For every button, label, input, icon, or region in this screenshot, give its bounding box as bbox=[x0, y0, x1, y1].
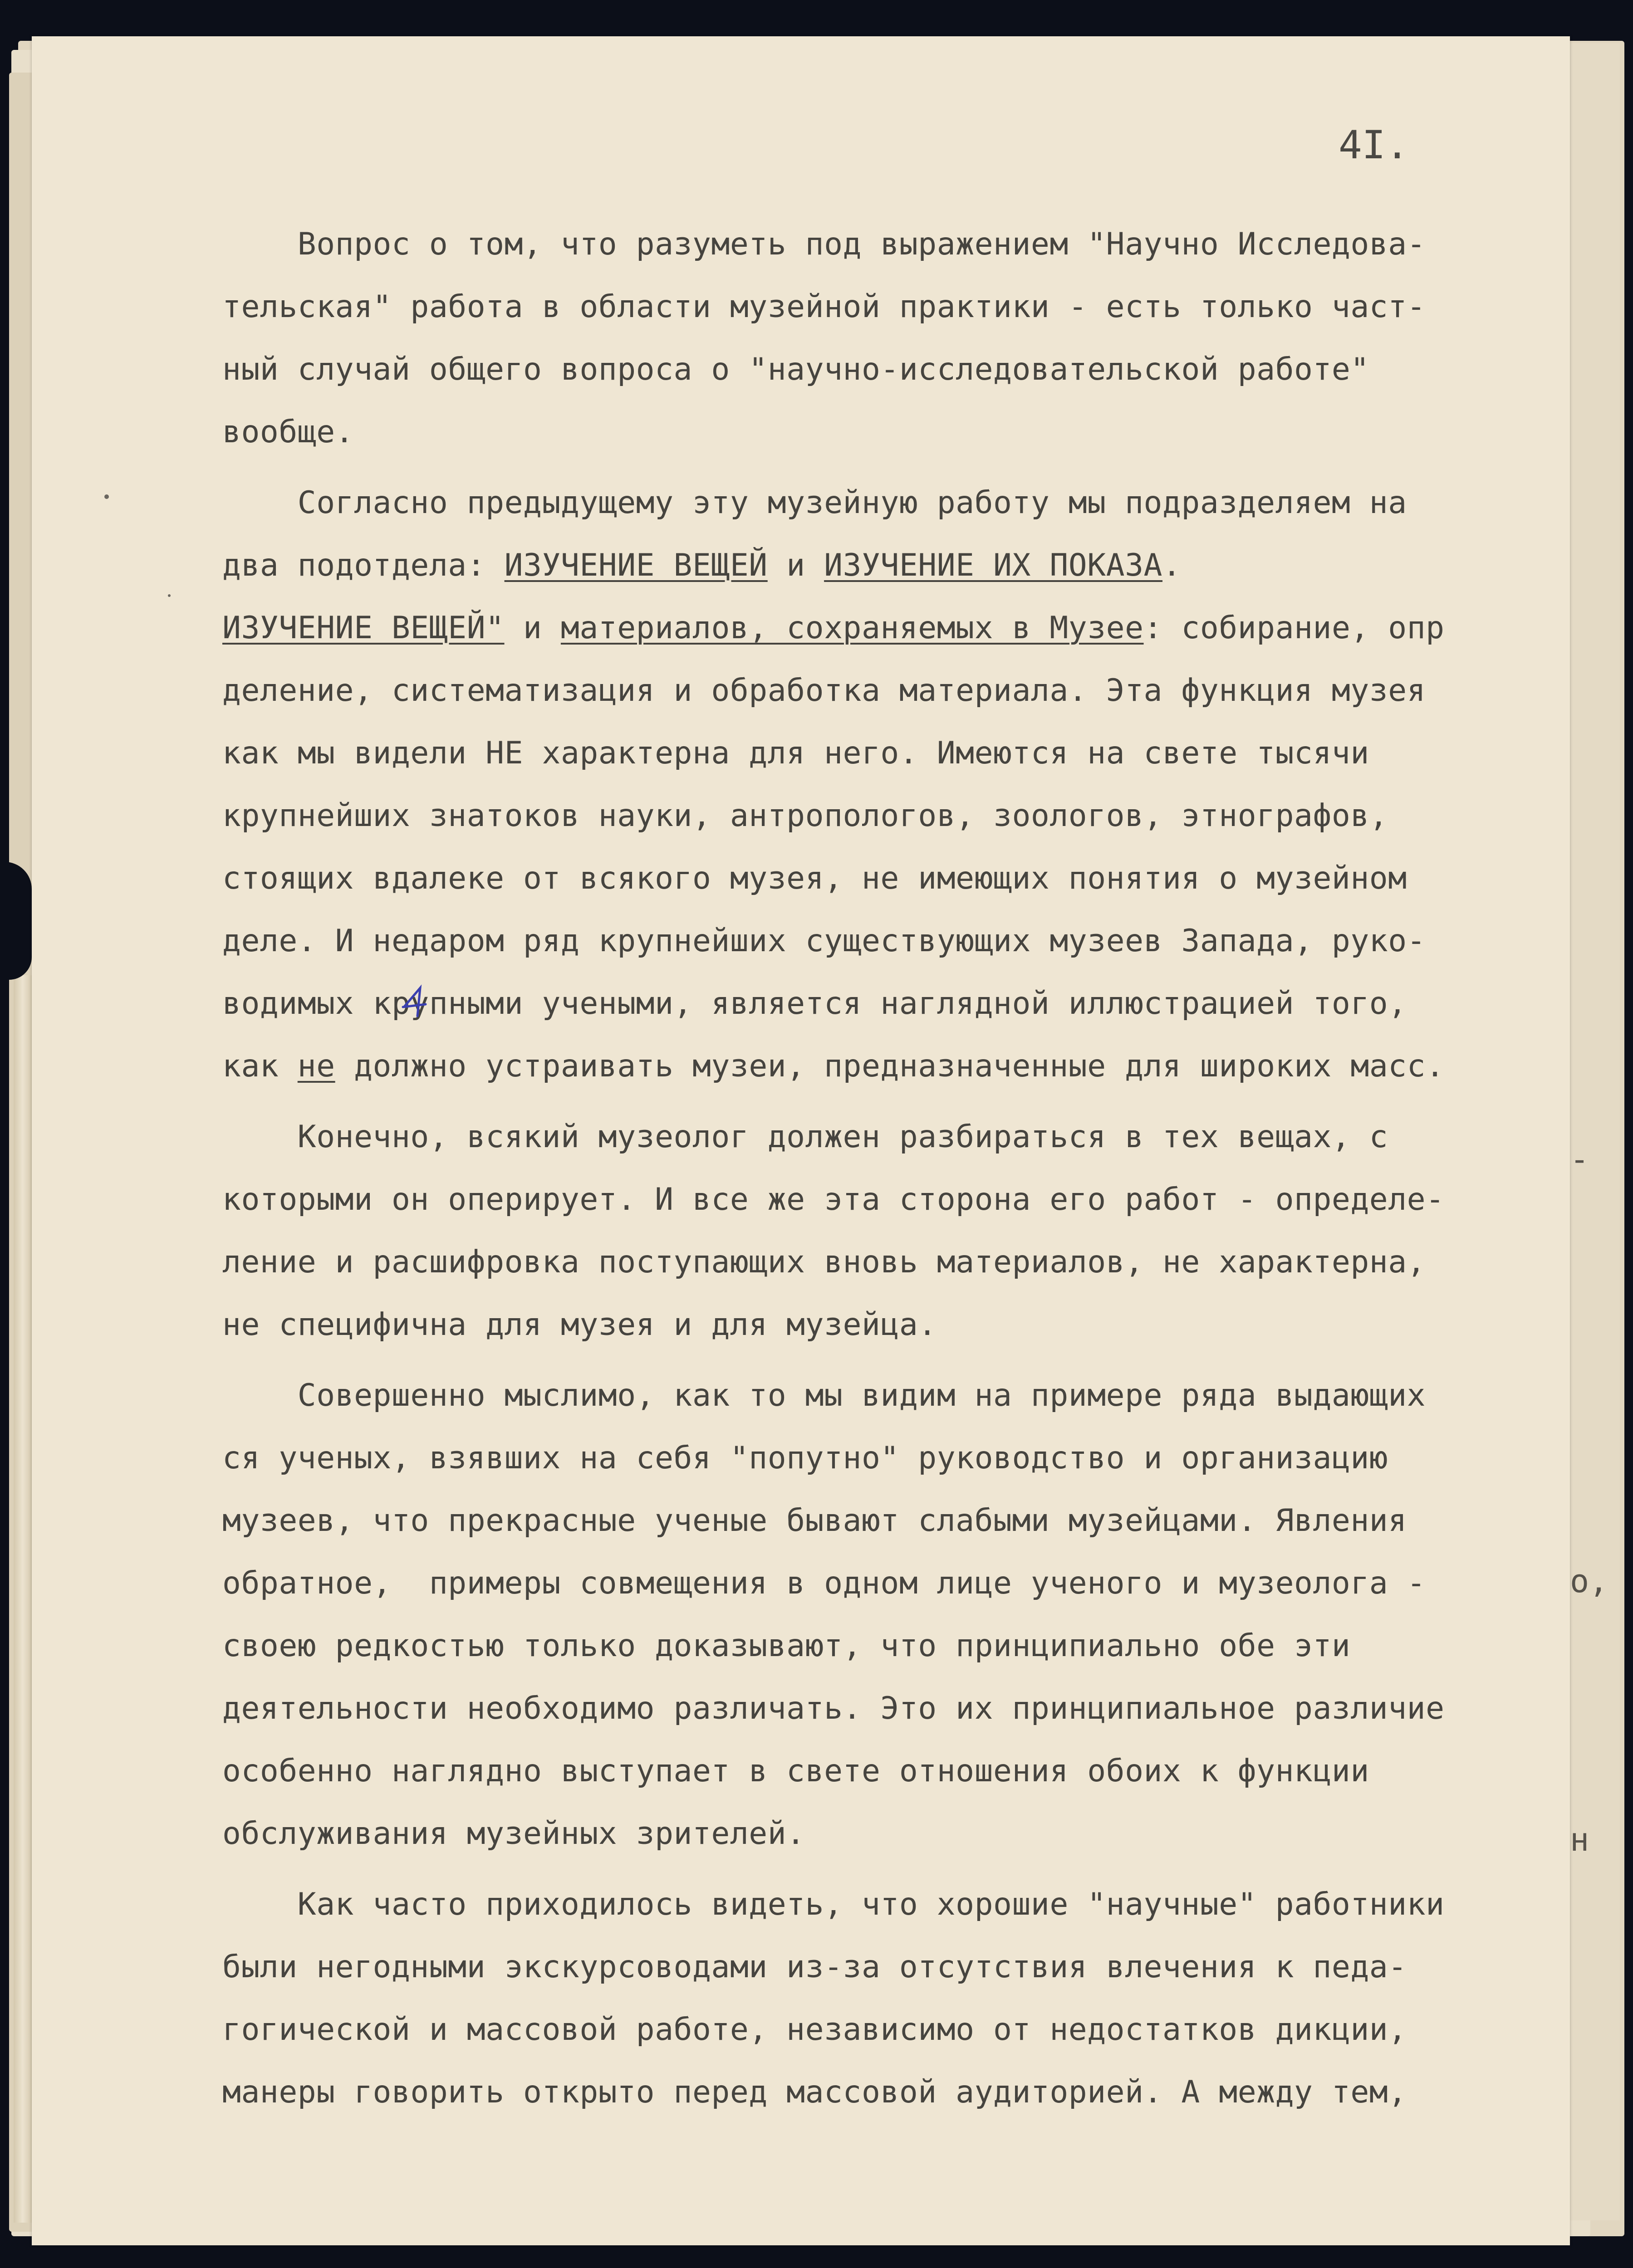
text-line bbox=[222, 1294, 1547, 1356]
text-line bbox=[222, 722, 1547, 785]
text-line bbox=[222, 1168, 1547, 1231]
text-segment: : собирание, опр bbox=[1143, 610, 1445, 646]
text-segment: и bbox=[767, 547, 824, 583]
underlined-text: ИЗУЧЕНИЕ ВЕЩЕЙ bbox=[504, 547, 768, 583]
paragraph bbox=[222, 1106, 1547, 1356]
text-line bbox=[222, 1364, 1547, 1427]
text-segment: Согласно предыдущему эту музейную работу мы подразделяем на bbox=[222, 485, 1407, 521]
text-segment: и bbox=[504, 610, 561, 646]
text-line bbox=[222, 785, 1547, 847]
text-segment: тельская" работа в области музейной практики - есть только част- bbox=[222, 289, 1426, 325]
text-segment: как мы видели НЕ характерна для него. Имеются на свете тысячи bbox=[222, 735, 1369, 771]
text-line bbox=[222, 1740, 1547, 1803]
text-segment: деятельности необходимо различать. Это их принципиальное различие bbox=[222, 1691, 1445, 1726]
ink-speck bbox=[168, 594, 171, 597]
text-segment: ление и расшифровка поступающих вновь материалов, не характерна, bbox=[222, 1244, 1426, 1280]
paragraph-gap bbox=[222, 464, 1547, 472]
text-segment: гогической и массовой работе, независимо от недостатков дикции, bbox=[222, 2012, 1407, 2048]
next-sheet-edge bbox=[1570, 43, 1620, 2220]
text-line bbox=[222, 213, 1547, 276]
text-segment: своею редкостью только доказывают, что принципиально обе эти bbox=[222, 1628, 1351, 1664]
paragraph-gap bbox=[222, 1356, 1547, 1364]
text-line bbox=[222, 1936, 1547, 1999]
text-segment: деле. И недаром ряд крупнейших существующих музеев Запада, руко- bbox=[222, 923, 1426, 959]
margin-fragment: - bbox=[1570, 1141, 1589, 1178]
text-segment: музеев, что прекрасные ученые бывают слабыми музейцами. Явления bbox=[222, 1503, 1407, 1539]
text-segment: обслуживания музейных зрителей. bbox=[222, 1816, 805, 1852]
ink-speck bbox=[104, 494, 109, 499]
body-text bbox=[222, 213, 1547, 2124]
text-segment: должно устраивать музеи, предназначенные для широких масс. bbox=[335, 1048, 1445, 1084]
text-line bbox=[222, 1615, 1547, 1677]
text-line bbox=[222, 276, 1547, 338]
margin-fragment: н bbox=[1570, 1821, 1589, 1858]
text-segment: крупнейших знатоков науки, антропологов, зоологов, этнографов, bbox=[222, 798, 1388, 834]
text-line bbox=[222, 1999, 1547, 2061]
text-segment: Как часто приходилось видеть, что хорошие "научные" работники bbox=[222, 1887, 1445, 1922]
paragraph bbox=[222, 1873, 1547, 2124]
underlined-text: ИЗУЧЕНИЕ ВЕЩЕЙ" bbox=[222, 610, 505, 646]
text-segment: водимых крупными учеными, является наглядной иллюстрацией того, bbox=[222, 986, 1407, 1022]
text-segment: ный случай общего вопроса о "научно-исследовательской работе" bbox=[222, 352, 1369, 387]
text-line bbox=[222, 401, 1547, 464]
text-segment: особенно наглядно выступает в свете отношения обоих к функции bbox=[222, 1753, 1369, 1789]
paragraph-gap bbox=[222, 1098, 1547, 1106]
text-line bbox=[222, 1035, 1547, 1098]
text-line bbox=[222, 660, 1547, 722]
text-segment: Совершенно мыслимо, как то мы видим на примере ряда выдающих bbox=[222, 1378, 1426, 1413]
text-segment: манеры говорить открыто перед массовой аудиторией. А между тем, bbox=[222, 2074, 1407, 2110]
paragraph bbox=[222, 1364, 1547, 1865]
margin-fragment: о, bbox=[1570, 1563, 1608, 1600]
text-segment: Конечно, всякий музеолог должен разбираться в тех вещах, с bbox=[222, 1119, 1388, 1155]
underlined-text: материалов, сохраняемых в Музее bbox=[560, 610, 1144, 646]
text-segment: два подотдела: bbox=[222, 547, 505, 583]
text-segment: . bbox=[1162, 547, 1182, 583]
text-segment: ся ученых, взявших на себя "попутно" руководство и организацию bbox=[222, 1440, 1388, 1476]
text-segment: как bbox=[222, 1048, 298, 1084]
text-line bbox=[222, 1552, 1547, 1615]
text-segment: были негодными экскурсоводами из-за отсутствия влечения к педа- bbox=[222, 1949, 1407, 1985]
text-segment: стоящих вдалеке от всякого музея, не имеющих понятия о музейном bbox=[222, 860, 1407, 896]
page-number: 4I. bbox=[1339, 122, 1409, 168]
text-line bbox=[222, 1231, 1547, 1294]
text-line bbox=[222, 1427, 1547, 1490]
text-segment: вообще. bbox=[222, 414, 354, 450]
text-line bbox=[222, 1490, 1547, 1552]
text-line bbox=[222, 338, 1547, 401]
handwritten-pen-mark bbox=[399, 984, 431, 1021]
text-segment: Вопрос о том, что разуметь под выражением "Научно Исследова- bbox=[222, 226, 1426, 262]
text-line bbox=[222, 2061, 1547, 2124]
text-segment: не специфична для музея и для музейца. bbox=[222, 1307, 937, 1343]
text-line bbox=[222, 847, 1547, 910]
text-line bbox=[222, 597, 1547, 660]
text-line bbox=[222, 1106, 1547, 1168]
text-line bbox=[222, 1873, 1547, 1936]
text-segment: обратное, примеры совмещения в одном лице ученого и музеолога - bbox=[222, 1565, 1426, 1601]
text-line bbox=[222, 1677, 1547, 1740]
torn-edge bbox=[0, 862, 32, 980]
text-segment: которыми он оперирует. И все же эта сторона его работ - определе- bbox=[222, 1182, 1445, 1217]
text-line bbox=[222, 534, 1547, 597]
text-line bbox=[222, 1803, 1547, 1865]
text-segment: деление, систематизация и обработка материала. Эта функция музея bbox=[222, 673, 1426, 709]
text-line bbox=[222, 910, 1547, 973]
paragraph bbox=[222, 213, 1547, 464]
paragraph-gap bbox=[222, 1865, 1547, 1873]
underlined-text: ИЗУЧЕНИЕ ИХ ПОКАЗА bbox=[824, 547, 1162, 583]
underlined-text: не bbox=[297, 1048, 335, 1084]
text-line bbox=[222, 472, 1547, 534]
